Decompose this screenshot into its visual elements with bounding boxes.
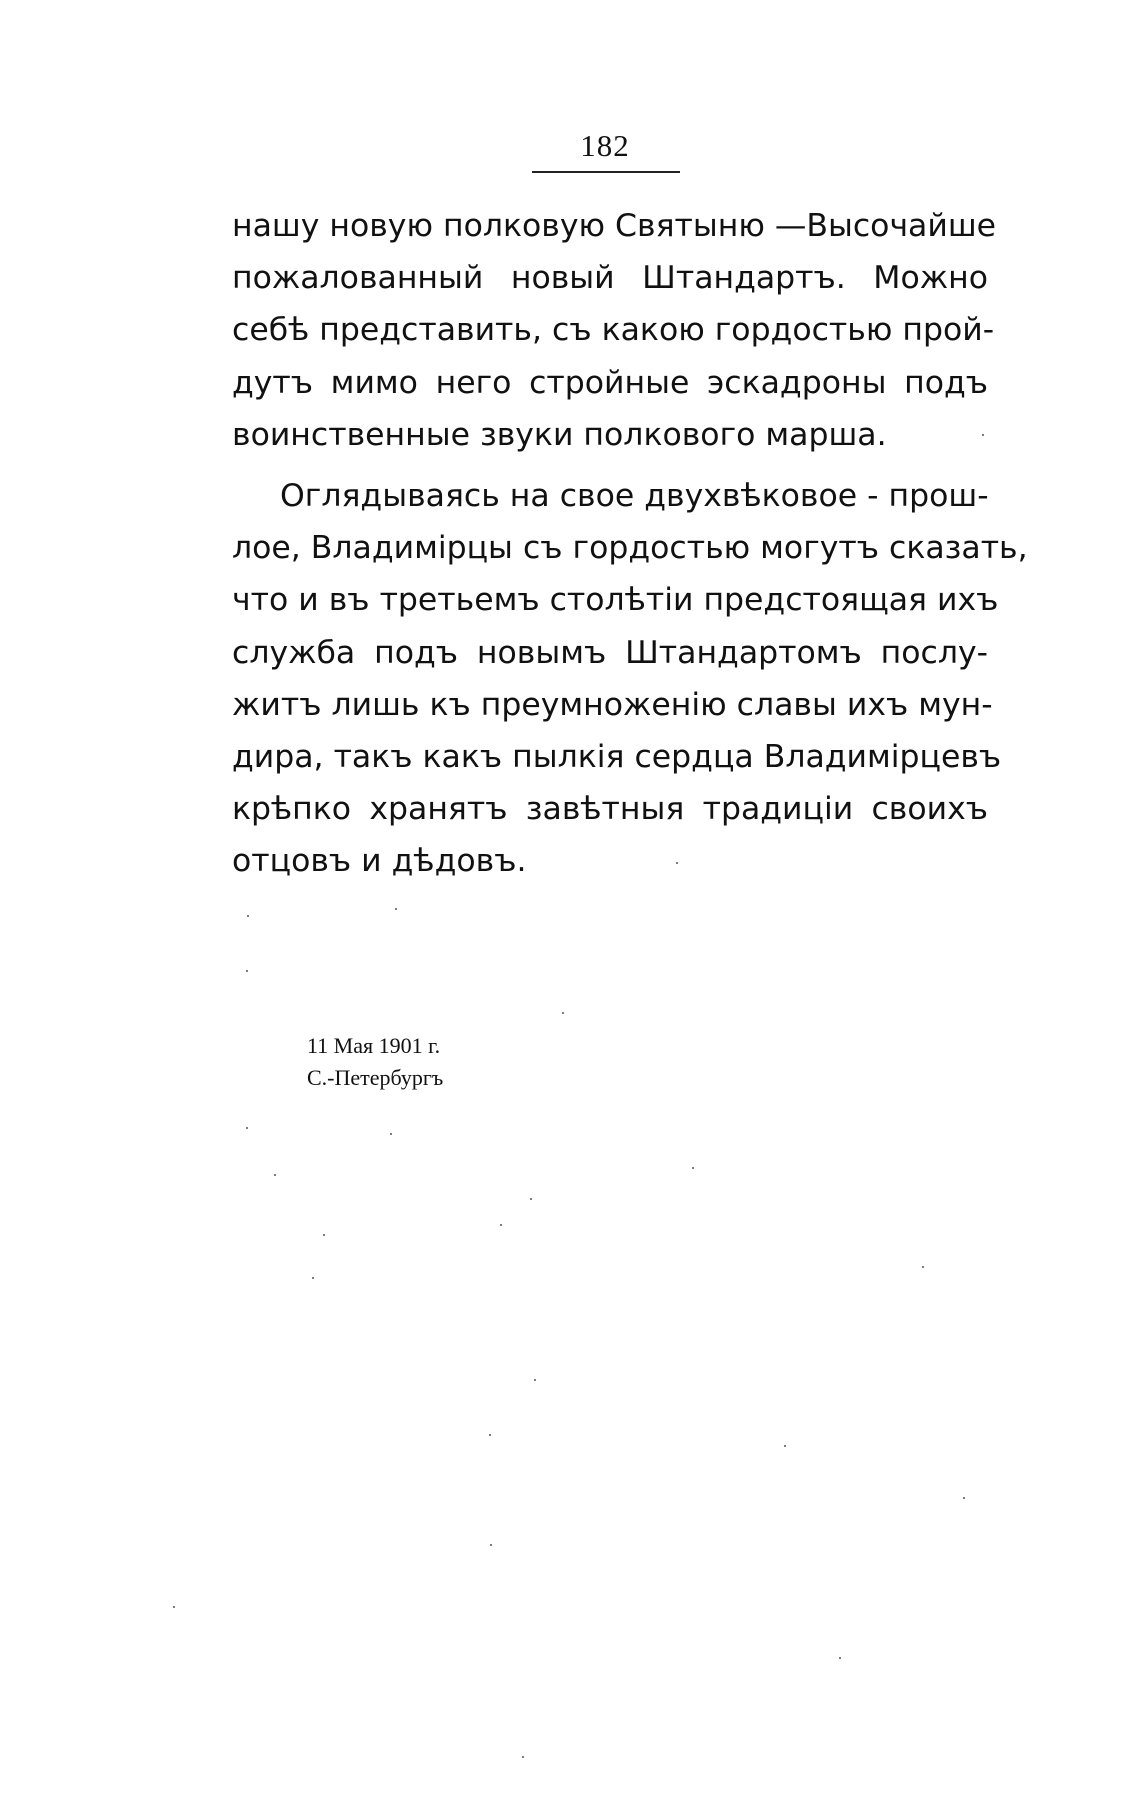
scan-speck — [839, 1657, 841, 1659]
text-line: лое, Владимірцы съ гордостью могутъ сказать, — [232, 530, 1028, 567]
paragraph-gap — [232, 461, 988, 470]
text-line: служба подъ новымъ Штандартомъ послу- — [232, 634, 988, 671]
scan-speck — [963, 1497, 965, 1499]
scan-speck — [173, 1606, 175, 1608]
scan-speck — [500, 1224, 502, 1226]
scan-speck — [390, 1133, 392, 1135]
body-text — [232, 200, 1028, 887]
page-number: 182 — [580, 128, 630, 163]
scan-speck — [395, 908, 397, 910]
scan-speck — [530, 1198, 532, 1200]
text-line: дира, такъ какъ пылкія сердца Владимірцевъ — [232, 738, 1002, 775]
scan-speck — [922, 1266, 924, 1268]
scan-speck — [784, 1445, 786, 1447]
text-line: Оглядываясь на свое двухвѣковое - прош- — [280, 477, 989, 514]
scan-speck — [323, 1234, 325, 1236]
signature-place: С.-Петербургъ — [307, 1065, 444, 1090]
text-line: нашу новую полковую Святыню —Высочайше — [232, 208, 997, 244]
scan-speck — [522, 1756, 524, 1758]
scan-speck — [692, 1167, 694, 1169]
scan-speck — [982, 434, 984, 436]
text-line: что и въ третьемъ столѣтіи предстоящая ихъ — [232, 582, 999, 619]
scan-speck — [489, 1434, 491, 1436]
scan-speck — [676, 862, 678, 864]
page-number-rule — [532, 171, 680, 173]
signature-date: 11 Мая 1901 г. — [307, 1033, 441, 1058]
text-line: себѣ представить, съ какою гордостью прой- — [232, 312, 995, 349]
scan-speck — [534, 1379, 536, 1381]
text-line: крѣпко хранятъ завѣтныя традиціи своихъ — [232, 791, 988, 828]
scan-speck — [274, 1174, 276, 1176]
scan-speck — [562, 1012, 564, 1014]
scan-speck — [246, 1127, 248, 1129]
scan-speck — [312, 1277, 314, 1279]
scan-speck — [246, 970, 248, 972]
signature-block — [307, 1030, 443, 1094]
scan-speck — [490, 1544, 492, 1546]
scan-speck — [247, 915, 249, 917]
text-line: житъ лишь къ преумноженію славы ихъ мун- — [232, 686, 993, 723]
text-line: отцовъ и дѣдовъ. — [232, 843, 527, 880]
text-line: воинственные звуки полкового марша. — [232, 416, 887, 453]
text-line: пожалованный новый Штандартъ. Можно — [232, 260, 988, 297]
text-line: дутъ мимо него стройные эскадроны подъ — [232, 364, 988, 401]
